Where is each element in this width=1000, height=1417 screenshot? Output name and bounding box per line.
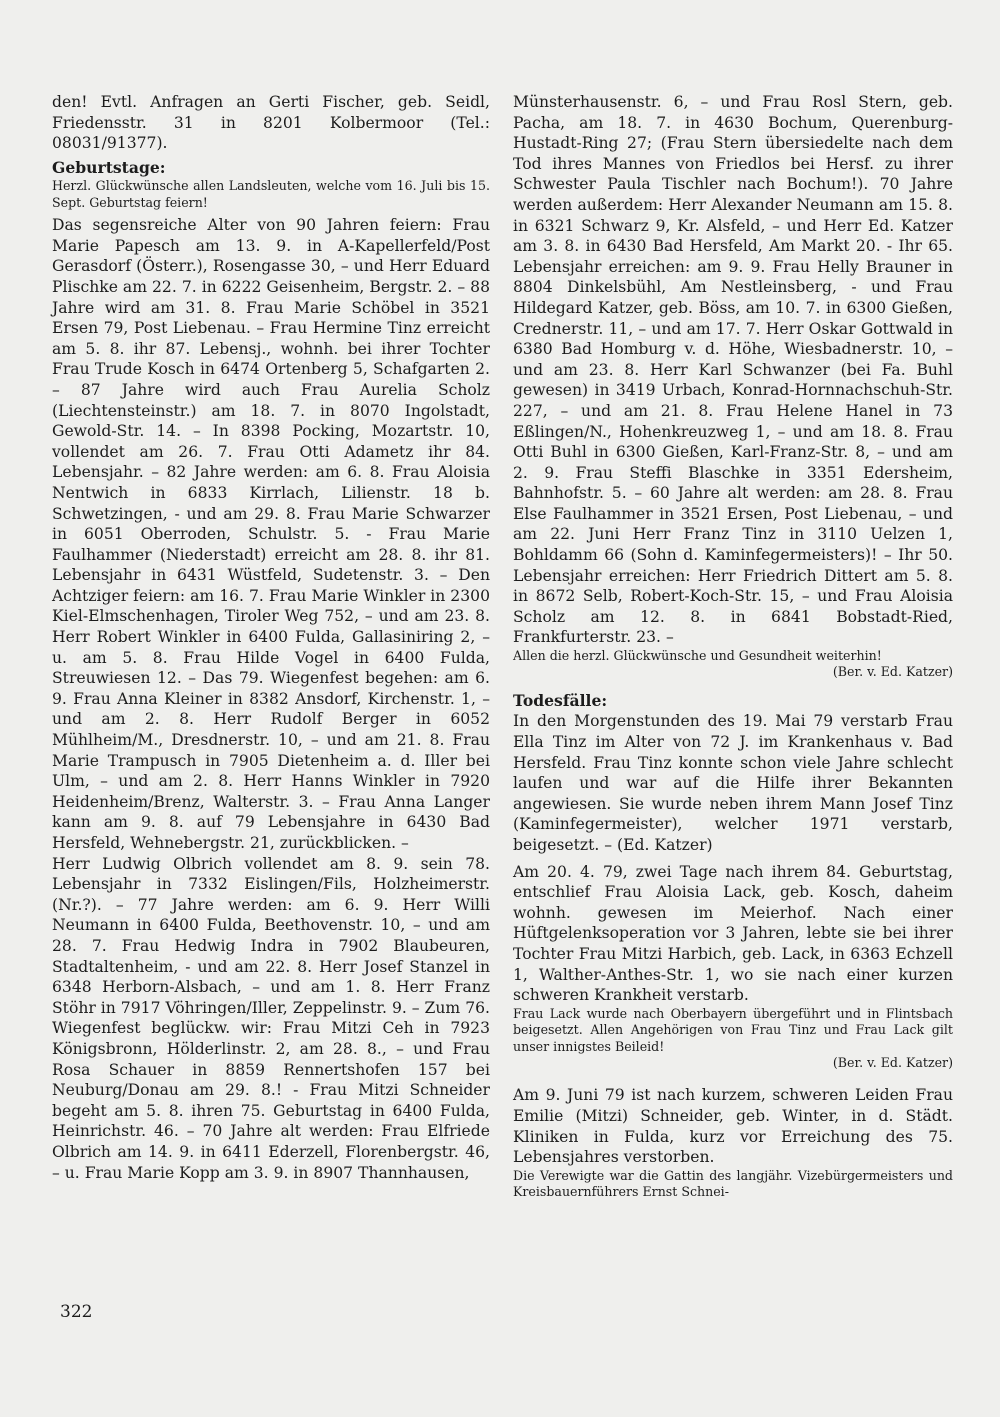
birthdays-paragraph-2: Herr Ludwig Olbrich vollendet am 8. 9. sein 78. Lebensjahr in 7332 Eislingen/Fils, Holzheimerstr. (Nr.?). – 77 Jahre werden: am 6. 9. Herr Willi Neumann in 6400 Fulda, Beethovenstr. 10, – und am 28. 7. Frau Hedwig Indra in 7902 Blaubeuren, Stadtaltenheim, - und am 22. 8. Herr Josef Stanzel in 6348 Herborn-Alsbach, – und am 1. 8. Herr Franz Stöhr in 7917 Vöhringen/Iller, Zeppelinstr. 9. – Zum 76. Wiegenfest beglückw. wir: Frau Mitzi Ceh in 7923 Königsbronn, Hölderlinstr. 2, am 28. 8., – und Frau Rosa Schauer in 8859 Rennertshofen 157 bei Neuburg/Donau am 29. 8.! - Frau Mitzi Schneider begeht am 5. 8. ihren 75. Geburtstag in 6400 Fulda, Heinrichstr. 46. – 70 Jahre alt werden: Frau Elfriede Olbrich am 14. 9. in 6411 Ederzell, Florenbergstr. 46, – u. Frau Marie Kopp am 3. 9. in 8907 Thannhausen, xyxy=(52,854,490,1182)
burial-note: Frau Lack wurde nach Oberbayern übergeführt und in Flintsbach beigesetzt. Allen Angehörigen von Frau Tinz und Frau Lack gilt unser innigstes Beileid! xyxy=(513,1005,953,1054)
greeting-note xyxy=(513,648,953,681)
birthdays-note: Herzl. Glückwünsche allen Landsleuten, welche vom 16. Juli bis 15. Sept. Geburtstag feiern! xyxy=(52,178,490,210)
right-column xyxy=(513,92,953,1201)
deaths-heading: Todesfälle: xyxy=(513,690,608,710)
credit-line-2: (Ber. v. Ed. Katzer) xyxy=(832,1054,953,1070)
obituary-note: Die Verewigte war die Gattin des langjähr. Vizebürgermeisters und Kreisbauernführers Ernst Schnei- xyxy=(513,1167,953,1200)
left-column xyxy=(52,92,490,1183)
death-notice-tinz: In den Morgenstunden des 19. Mai 79 verstarb Frau Ella Tinz im Alter von 72 J. im Krankenhaus v. Bad Hersfeld. Frau Tinz konnte schon viele Jahre schlecht laufen und war auf die Hilfe ihrer Bekannten angewiesen. Sie wurde neben ihrem Mann Josef Tinz (Kaminfegermeister), welcher 1971 verstarb, beigesetzt. – (Ed. Katzer) xyxy=(513,712,953,854)
birthdays-heading: Geburtstage: xyxy=(52,157,166,177)
page-number: 322 xyxy=(60,1302,93,1322)
death-notice-lack: Am 20. 4. 79, zwei Tage nach ihrem 84. Geburtstag, entschlief Frau Aloisia Lack, geb. Kosch, daheim wohnh. gewesen im Meierhof. Nach einer Hüftgelenksoperation vor 3 Jahren, lebte sie bei ihrer Tochter Frau Mitzi Harbich, geb. Lack, in 6363 Echzell 1, Walther-Anthes-Str. 1, wo sie nach einer kurzen schweren Krankheit verstarb. xyxy=(513,862,953,1005)
greeting-text: Allen die herzl. Glückwünsche und Gesundheit weiterhin! xyxy=(513,648,882,664)
death-notice-schneider: Am 9. Juni 79 ist nach kurzem, schweren Leiden Frau Emilie (Mitzi) Schneider, geb. Winter, in d. Städt. Kliniken in Fulda, kurz vor Erreichung des 75. Lebensjahres verstorben. xyxy=(513,1086,953,1167)
intro-paragraph: den! Evtl. Anfragen an Gerti Fischer, geb. Seidl, Friedensstr. 31 in 8201 Kolbermoor (Tel.: 08031/91377). xyxy=(52,93,490,153)
birthdays-paragraph-1: Das segensreiche Alter von 90 Jahren feiern: Frau Marie Papesch am 13. 9. in A-Kapellerfeld/Post Gerasdorf (Österr.), Rosengasse 30, – und Herr Eduard Plischke am 22. 7. in 6222 Geisenheim, Bergstr. 2. – 88 Jahre wird am 31. 8. Frau Marie Schöbel in 3521 Ersen 79, Post Liebenau. – Frau Hermine Tinz erreicht am 5. 8. ihr 87. Lebensj., wohnh. bei ihrer Tochter Frau Trude Kosch in 6474 Ortenberg 5, Schafgarten 2. – 87 Jahre wird auch Frau Aurelia Scholz (Liechtensteinstr.) am 18. 7. in 8070 Ingolstadt, Gewold-Str. 14. – In 8398 Pocking, Mozartstr. 10, vollendet am 26. 7. Frau Otti Adametz ihr 84. Lebensjahr. – 82 Jahre werden: am 6. 8. Frau Aloisia Nentwich in 6833 Kirrlach, Lilienstr. 18 b. Schwetzingen, - und am 29. 8. Frau Marie Schwarzer in 6051 Oberroden, Schulstr. 5. - Frau Marie Faulhammer (Niederstadt) erreicht am 28. 8. ihr 81. Lebensjahr in 6431 Wüstfeld, Sudetenstr. 3. – Den Achtziger feiern: am 16. 7. Frau Marie Winkler in 2300 Kiel-Elmschenhagen, Tiroler Weg 752, – und am 23. 8. Herr Robert Winkler in 6400 Fulda, Gallasiniring 2, – u. am 5. 8. Frau Hilde Vogel in 6400 Fulda, Streuwiesen 12. – Das 79. Wiegenfest begehen: am 6. 9. Frau Anna Kleiner in 8382 Ansdorf, Kirchenstr. 1, – und am 2. 8. Herr Rudolf Berger in 6052 Mühlheim/M., Dresdnerstr. 10, – und am 21. 8. Frau Marie Trampusch in 7905 Dietenheim a. d. Iller bei Ulm, – und am 2. 8. Herr Hanns Winkler in 7920 Heidenheim/Brenz, Walterstr. 3. – Frau Anna Langer kann am 9. 8. auf 79 Lebensjahre in 6430 Bad Hersfeld, Wehnebergstr. 21, zurückblicken. – xyxy=(52,216,490,852)
credit-line: (Ber. v. Ed. Katzer) xyxy=(832,664,953,680)
birthdays-continued-paragraph: Münsterhausenstr. 6, – und Frau Rosl Stern, geb. Pacha, am 18. 7. in 4630 Bochum, Querenburg-Hustadt-Ring 27; (Frau Stern übersiedelte nach dem Tod ihres Mannes von Friedlos bei Hersf. zu ihrer Schwester Paula Tischler nach Bochum!). 70 Jahre werden außerdem: Herr Alexander Neumann am 15. 8. in 6321 Schwarz 9, Kr. Alsfeld, – und Herr Ed. Katzer am 3. 8. in 6430 Bad Hersfeld, Am Markt 20. - Ihr 65. Lebensjahr erreichen: am 9. 9. Frau Helly Brauner in 8804 Dinkelsbühl, Am Nestleinsberg, - und Frau Hildegard Katzer, geb. Böss, am 10. 7. in 6300 Gießen, Crednerstr. 11, – und am 17. 7. Herr Oskar Gottwald in 6380 Bad Homburg v. d. Höhe, Wiesbadnerstr. 10, – und am 23. 8. Herr Karl Schwanzer (bei Fa. Buhl gewesen) in 3419 Urbach, Konrad-Hornnachschuh-Str. 227, – und am 21. 8. Frau Helene Hanel in 73 Eßlingen/N., Hohenkreuzweg 1, – und am 18. 8. Frau Otti Buhl in 6300 Gießen, Karl-Franz-Str. 8, – und am 2. 9. Frau Steffi Blaschke in 3351 Edersheim, Bahnhofstr. 5. – 60 Jahre alt werden: am 28. 8. Frau Else Faulhammer in 3521 Ersen, Post Liebenau, – und am 22. Juni Herr Franz Tinz in 3110 Uelzen 1, Bohldamm 66 (Sohn d. Kaminfegermeisters)! – Ihr 50. Lebensjahr erreichen: Herr Friedrich Dittert am 5. 8. in 8672 Selb, Robert-Koch-Str. 15, – und Frau Aloisia Scholz am 12. 8. in 6841 Bobstadt-Ried, Frankfurterstr. 23. – xyxy=(513,93,953,647)
